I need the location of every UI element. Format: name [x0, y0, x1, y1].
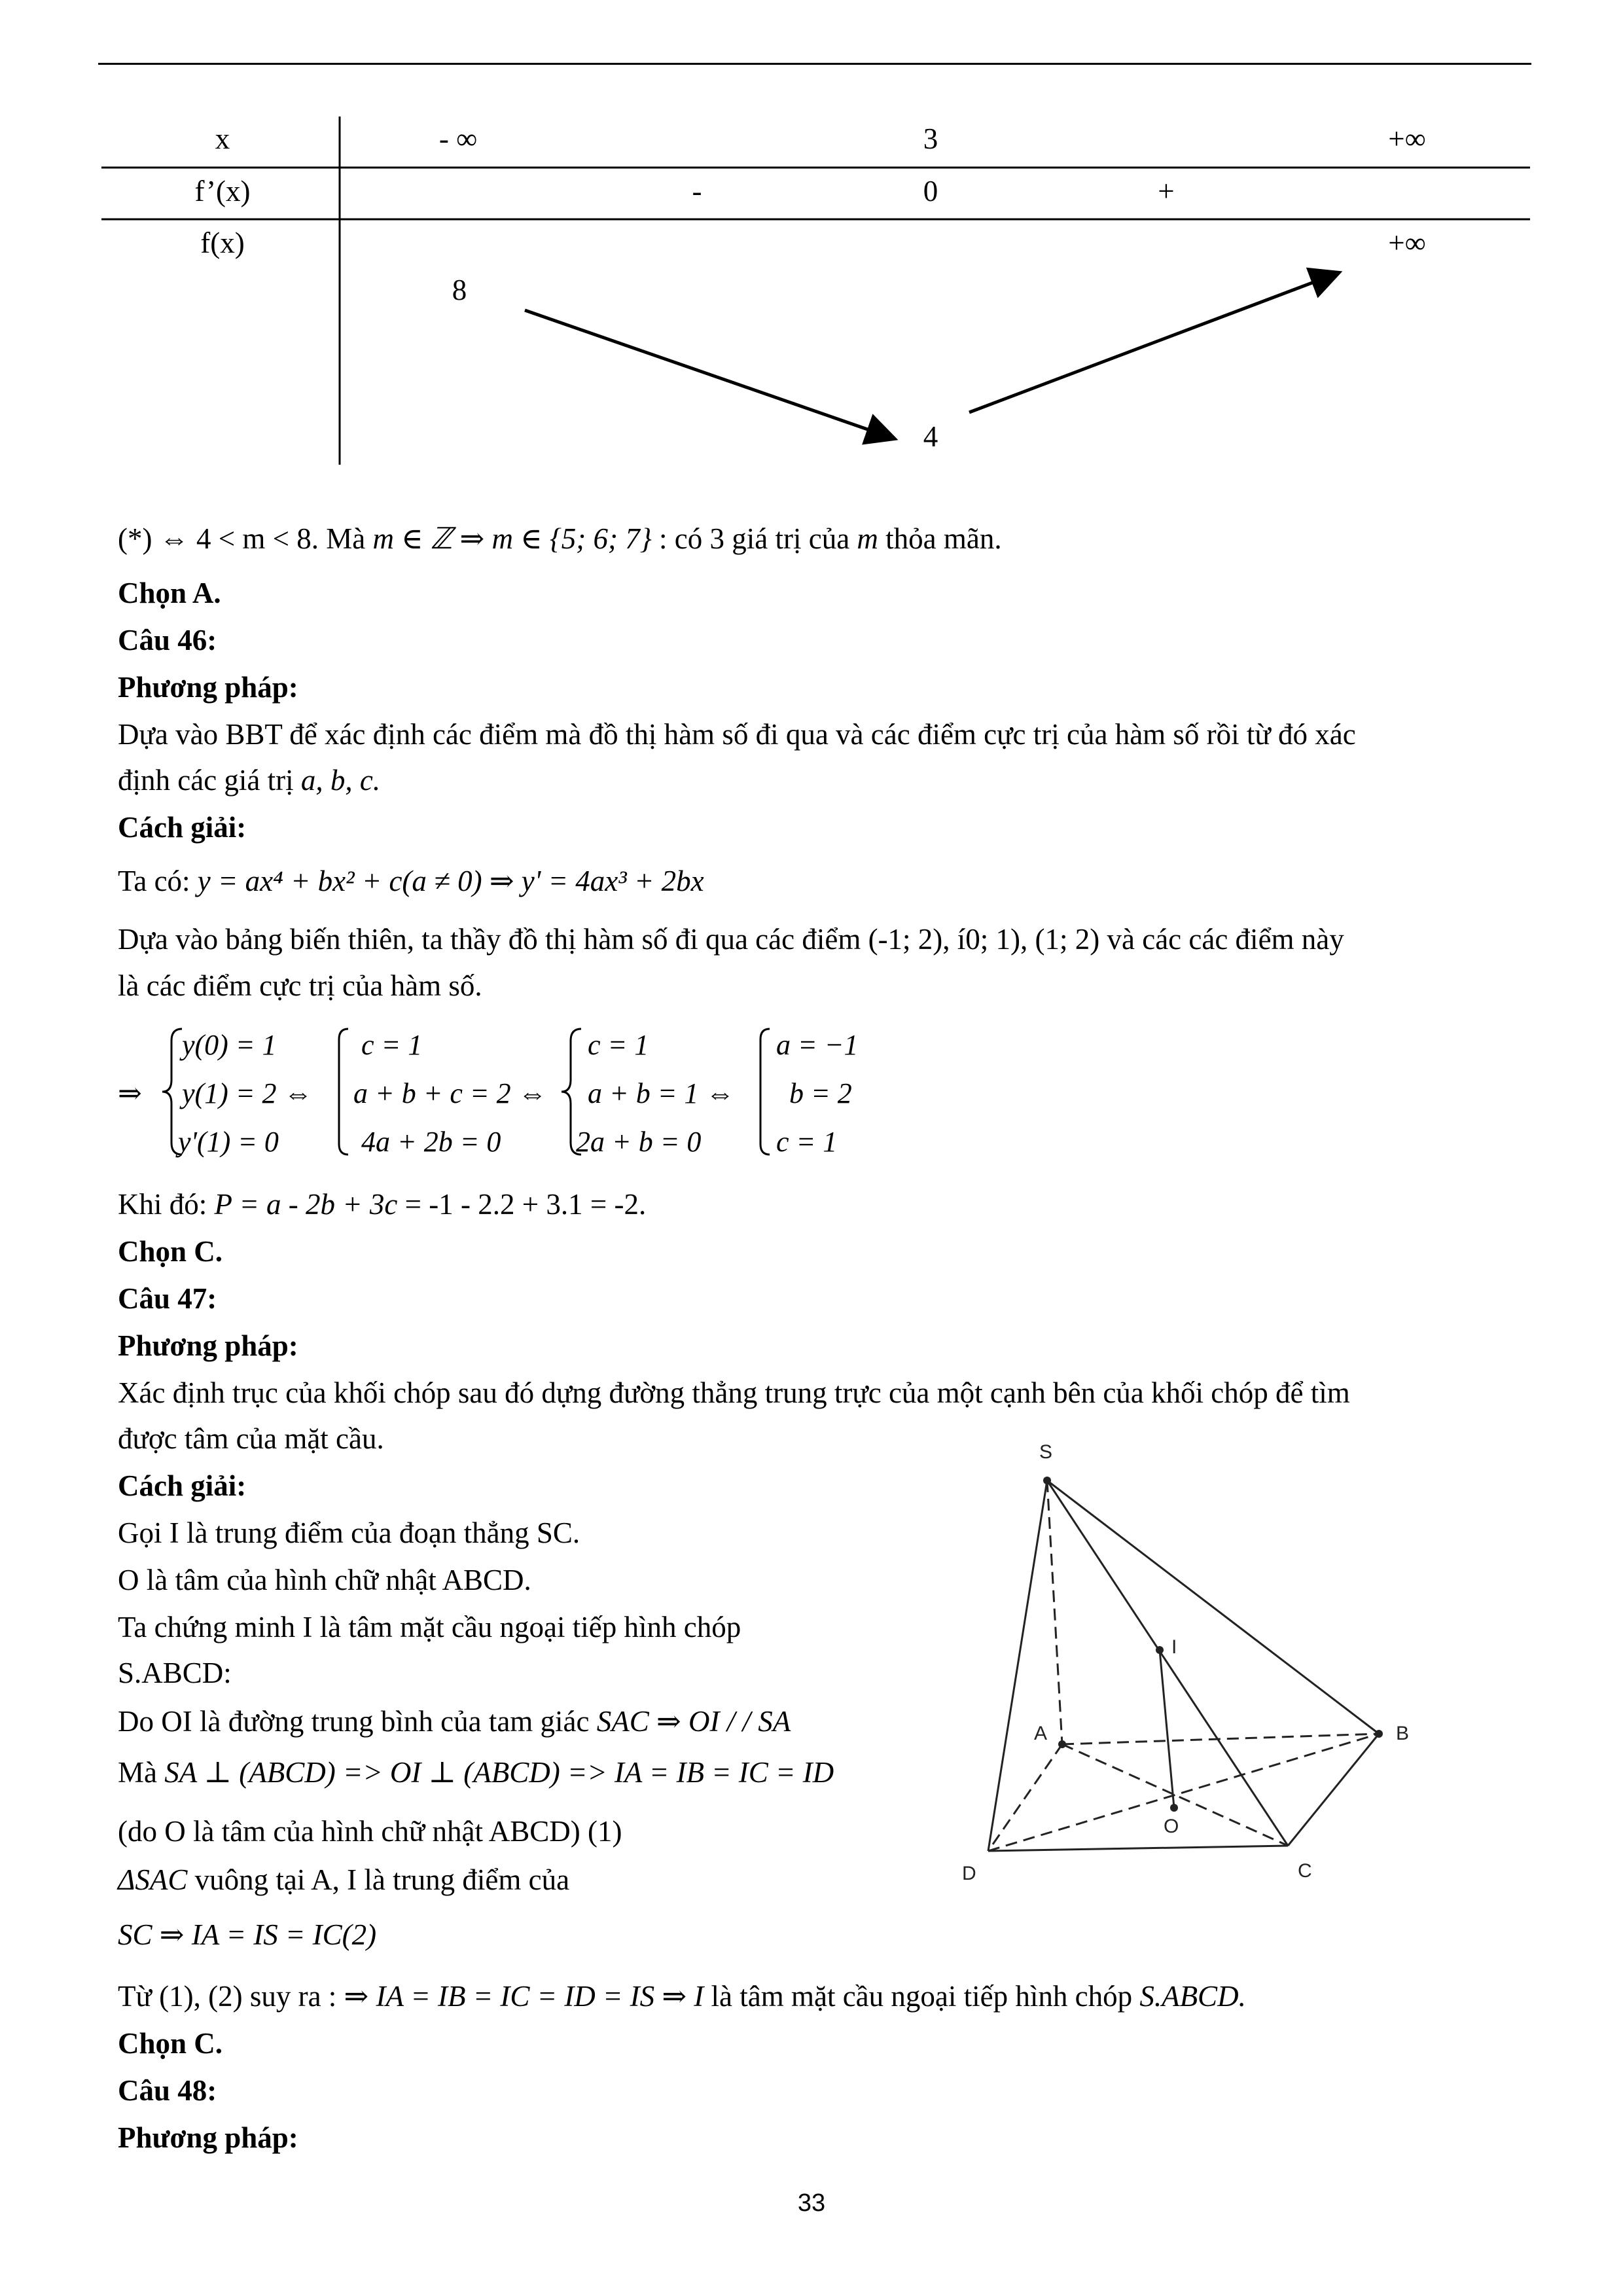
q46-method-line2 — [118, 762, 380, 798]
x-plus-infinity: +∞ — [1388, 122, 1426, 155]
system3-line2: a + b = 1 ⇔ — [588, 1077, 735, 1109]
q46-method-heading: Phương pháp: — [118, 671, 298, 704]
system2-line3: 4a + 2b = 0 — [361, 1126, 501, 1158]
q47-method-line1: Xác định trục của khối chóp sau đó dựng đường thẳng trung trực của một cạnh bên của khối chóp để tìm — [118, 1376, 1350, 1409]
q47-sc-math: SC ⇒ IA = IS = IC(2) — [118, 1918, 377, 1951]
system4-line1: a = −1 — [776, 1029, 859, 1061]
q45-set: m ∈ ℤ ⇒ m ∈ {5; 6; 7} — [372, 522, 652, 555]
page-number: 33 — [797, 2189, 826, 2217]
increase-arrow — [969, 274, 1336, 412]
q47-title: Câu 47: — [118, 1282, 217, 1315]
q47-ma: Mà — [118, 1756, 165, 1789]
q45-answer: Chọn A. — [118, 577, 221, 609]
q47-ma-line — [118, 1754, 834, 1791]
q47-line-2: Ta chứng minh I là tâm mặt cầu ngoại tiếp hình chóp — [118, 1611, 741, 1643]
q45-rest: : có 3 giá trị của — [659, 522, 850, 555]
q45-conclusion — [118, 520, 1002, 557]
q47-note: (do O là tâm của hình chữ nhật ABCD) (1) — [118, 1815, 622, 1848]
q47-conclusion-math: ⇒ IA = IB = IC = ID = IS ⇒ I — [344, 1980, 704, 2013]
q47-ma-math: SA ⊥ (ABCD) => OI ⊥ (ABCD) => IA = IB = IC = ID — [164, 1756, 834, 1789]
q47-triangle-line — [118, 1861, 569, 1898]
q47-tri-math: ΔSAC — [118, 1863, 188, 1896]
system3-line3: 2a + b = 0 — [576, 1126, 702, 1158]
q47-solution-heading: Cách giải: — [118, 1469, 247, 1502]
row-label-function: f(x) — [200, 226, 245, 259]
q48-title: Câu 48: — [118, 2074, 217, 2107]
q45-end: thỏa mãn. — [885, 522, 1002, 555]
q47-oi-math: SAC ⇒ OI / / SA — [596, 1705, 791, 1738]
q47-oi-text: Do OI là đường trung bình của tam giác — [118, 1705, 597, 1738]
f-value-right: +∞ — [1388, 226, 1426, 259]
label-I: I — [1171, 1636, 1177, 1658]
q47-method-line2: được tâm của mặt cầu. — [118, 1422, 384, 1455]
label-S: S — [1039, 1441, 1053, 1463]
decrease-arrow — [525, 310, 892, 438]
q47-conclusion-a: Từ (1), (2) suy ra : — [118, 1980, 344, 2013]
q47-conclusion-c: S.ABCD. — [1139, 1980, 1246, 2013]
pyramid-figure — [942, 1427, 1427, 1898]
row-label-derivative: f’(x) — [194, 175, 251, 207]
q46-formula: y = ax⁴ + bx² + c(a ≠ 0) ⇒ y' = 4ax³ + 2bx — [197, 865, 704, 897]
q47-answer: Chọn C. — [118, 2027, 223, 2060]
q46-implies-arrow: ⇒ — [118, 1077, 142, 1109]
q46-p-expr: P = a - 2b + 3c — [214, 1188, 398, 1221]
q47-conclusion-b: là tâm mặt cầu ngoại tiếp hình chóp — [704, 1980, 1140, 2013]
derivative-sign-negative: - — [692, 175, 702, 207]
x-three: 3 — [923, 122, 938, 155]
q46-khi-do: Khi đó: — [118, 1188, 215, 1221]
q47-method-heading: Phương pháp: — [118, 1329, 298, 1362]
q48-method-heading: Phương pháp: — [118, 2121, 298, 2154]
label-A: A — [1034, 1723, 1048, 1744]
q46-result-line — [118, 1186, 646, 1223]
q45-mid: . Mà — [311, 522, 373, 555]
q47-oi-line — [118, 1703, 791, 1740]
q47-line-1: O là tâm của hình chữ nhật ABCD. — [118, 1564, 531, 1596]
q46-method-line1: Dựa vào BBT để xác định các điểm mà đồ thị hàm số đi qua và các điểm cực trị của hàm số rồi từ đó xác — [118, 718, 1356, 751]
row-label-x: x — [215, 122, 230, 155]
q45-var: m — [857, 522, 878, 555]
q47-tri-text: vuông tại A, I là trung điểm của — [187, 1863, 570, 1896]
q47-conclusion — [118, 1978, 1246, 2015]
system4-line2: b = 2 — [789, 1077, 852, 1109]
label-O: O — [1164, 1816, 1179, 1837]
system1-line2: y(1) = 2 ⇔ — [182, 1077, 313, 1109]
derivative-sign-positive: + — [1158, 175, 1175, 207]
f-value-left: 8 — [452, 274, 467, 306]
system2-line1: c = 1 — [361, 1029, 423, 1061]
q46-solution-heading: Cách giải: — [118, 811, 247, 844]
q46-title: Câu 46: — [118, 624, 217, 656]
q46-ta-co: Ta có: — [118, 865, 190, 897]
x-minus-infinity: - ∞ — [438, 122, 478, 155]
label-D: D — [962, 1863, 976, 1884]
derivative-zero: 0 — [923, 175, 938, 207]
system2-line2: a + b + c = 2 ⇔ — [353, 1077, 547, 1109]
system3-line1: c = 1 — [588, 1029, 649, 1061]
q46-line-b: là các điểm cực trị của hàm số. — [118, 969, 482, 1002]
system4-line3: c = 1 — [776, 1126, 838, 1158]
q46-answer: Chọn C. — [118, 1235, 223, 1268]
q46-line-a: Dựa vào bảng biến thiên, ta thầy đồ thị hàm số đi qua các điểm (-1; 2), í0; 1), (1; 2) và các các điểm này — [118, 923, 1344, 956]
q47-line-3: S.ABCD: — [118, 1657, 232, 1689]
q46-formula-line — [118, 863, 704, 899]
q46-method-line2-text: định các giá trị — [118, 764, 301, 797]
q47-line-0: Gọi I là trung điểm của đoạn thẳng SC. — [118, 1516, 580, 1549]
f-value-bottom: 4 — [923, 420, 938, 453]
label-C: C — [1298, 1860, 1312, 1882]
q45-lhs: (*) ⇔ 4 < m < 8 — [118, 522, 312, 555]
q46-p-value: = -1 - 2.2 + 3.1 = -2. — [397, 1188, 647, 1221]
label-B: B — [1396, 1723, 1410, 1744]
system1-line1: y(0) = 1 — [182, 1029, 277, 1061]
system1-line3: y'(1) = 0 — [178, 1126, 279, 1158]
q47-sc-line — [118, 1916, 376, 1953]
q46-method-line2-vars: a, b, c. — [300, 764, 381, 797]
